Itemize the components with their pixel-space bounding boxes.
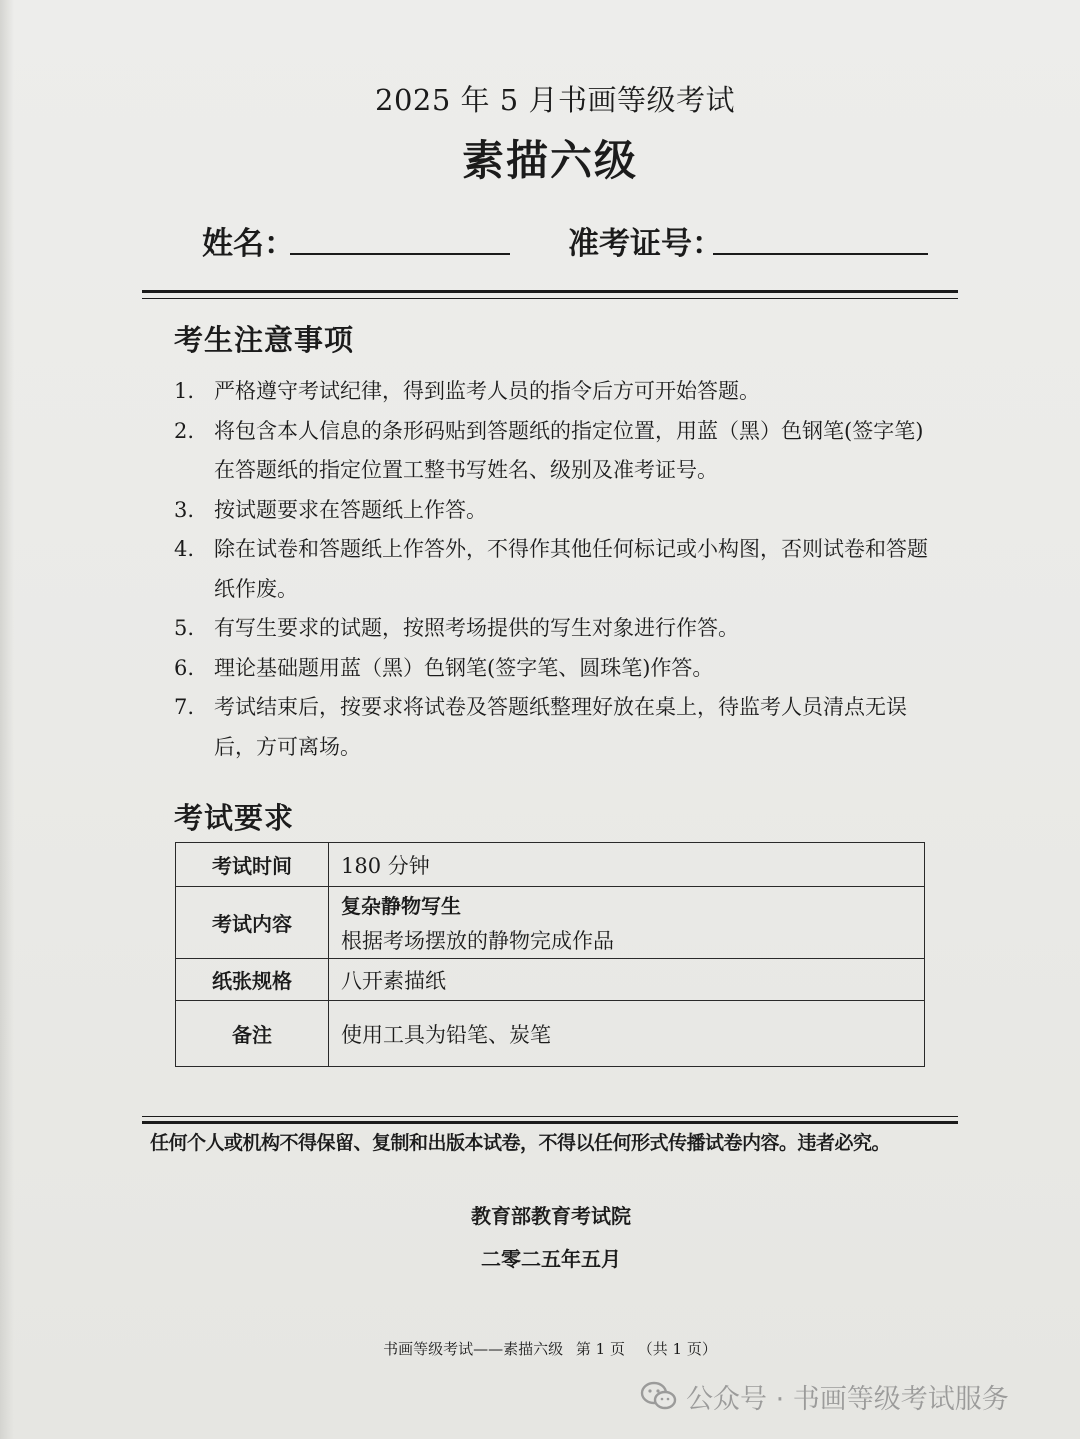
- name-label: 姓名：: [202, 226, 295, 262]
- row-label: 备注: [176, 1001, 329, 1067]
- name-blank-line: [290, 253, 510, 255]
- issuing-authority: 教育部教育考试院: [471, 1204, 631, 1228]
- notice-item-text: 理论基础题用蓝（黑）色钢笔(签字笔、圆珠笔)作答。: [214, 655, 714, 680]
- notice-item: [174, 491, 934, 531]
- candidate-id-blank-line: [713, 253, 928, 255]
- subject-level-title: 素描六级: [461, 136, 638, 185]
- notice-item: [174, 688, 934, 767]
- notice-item-text: 严格遵守考试纪律，得到监考人员的指令后方可开始答题。: [214, 379, 760, 403]
- notice-item-text: 考试结束后，按要求将试卷及答题纸整理好放在桌上，待监考人员清点无误后，方可离场。: [214, 695, 907, 759]
- row-value: [329, 887, 925, 959]
- notice-item-number: 5.: [174, 616, 195, 640]
- exam-title: 2025 年 5 月书画等级考试: [375, 83, 735, 117]
- top-divider-thin: [142, 298, 958, 299]
- row-label: 纸张规格: [176, 959, 329, 1001]
- notice-item-number: 7.: [174, 695, 195, 719]
- issue-date: 二零二五年五月: [481, 1247, 621, 1271]
- row-value-text: 根据考场摆放的静物完成作品: [341, 929, 614, 953]
- footer-page-total: （共 1 页）: [637, 1340, 717, 1358]
- copyright-warning: 任何个人或机构不得保留、复制和出版本试卷，不得以任何形式传播试卷内容。违者必究。: [150, 1132, 891, 1154]
- table-row: [176, 1001, 925, 1067]
- notice-item-number: 3.: [174, 497, 195, 522]
- row-value: 使用工具为铅笔、炭笔: [329, 1001, 925, 1067]
- notice-item-text: 除在试卷和答题纸上作答外，不得作其他任何标记或小构图，否则试卷和答题纸作废。: [214, 537, 928, 601]
- row-label: 考试内容: [176, 887, 329, 959]
- requirements-table: [175, 842, 925, 1067]
- notice-item: [174, 372, 934, 412]
- notice-item: [174, 649, 934, 689]
- row-value: 180 分钟: [329, 843, 925, 887]
- notice-item: [174, 412, 934, 491]
- table-row: [176, 887, 925, 959]
- watermark: [640, 1376, 1070, 1416]
- notice-heading: 考生注意事项: [174, 323, 355, 357]
- notice-item: [174, 530, 934, 609]
- notice-item-number: 2.: [174, 418, 195, 443]
- row-label: 考试时间: [176, 843, 329, 887]
- row-value-title: 复杂静物写生: [341, 894, 461, 918]
- candidate-id-label: 准考证号：: [568, 226, 723, 262]
- footer-page-number: 第 1 页: [575, 1340, 625, 1358]
- page-footer: [0, 1338, 1080, 1359]
- table-row: [176, 843, 925, 887]
- notice-item-number: 4.: [174, 537, 195, 561]
- notice-item-number: 6.: [174, 655, 195, 680]
- footer-doc-name: 书画等级考试——素描六级: [383, 1340, 564, 1358]
- table-row: [176, 959, 925, 1001]
- notice-item-text: 将包含本人信息的条形码贴到答题纸的指定位置，用蓝（黑）色钢笔(签字笔)在答题纸的指定位置工整书写姓名、级别及准考证号。: [214, 418, 924, 482]
- top-divider-thick: [142, 290, 958, 293]
- notice-item: [174, 609, 934, 649]
- row-value: 八开素描纸: [329, 959, 925, 1001]
- notice-item-text: 有写生要求的试题，按照考场提供的写生对象进行作答。: [214, 616, 739, 640]
- notice-item-number: 1.: [174, 379, 195, 403]
- watermark-text: 公众号 · 书画等级考试服务: [686, 1383, 1009, 1415]
- bottom-divider-thin: [142, 1116, 958, 1117]
- notice-list: [174, 372, 934, 767]
- notice-item-text: 按试题要求在答题纸上作答。: [214, 497, 487, 522]
- requirements-heading: 考试要求: [174, 801, 295, 835]
- bottom-divider-thick: [142, 1121, 958, 1124]
- wechat-icon: [640, 1380, 678, 1412]
